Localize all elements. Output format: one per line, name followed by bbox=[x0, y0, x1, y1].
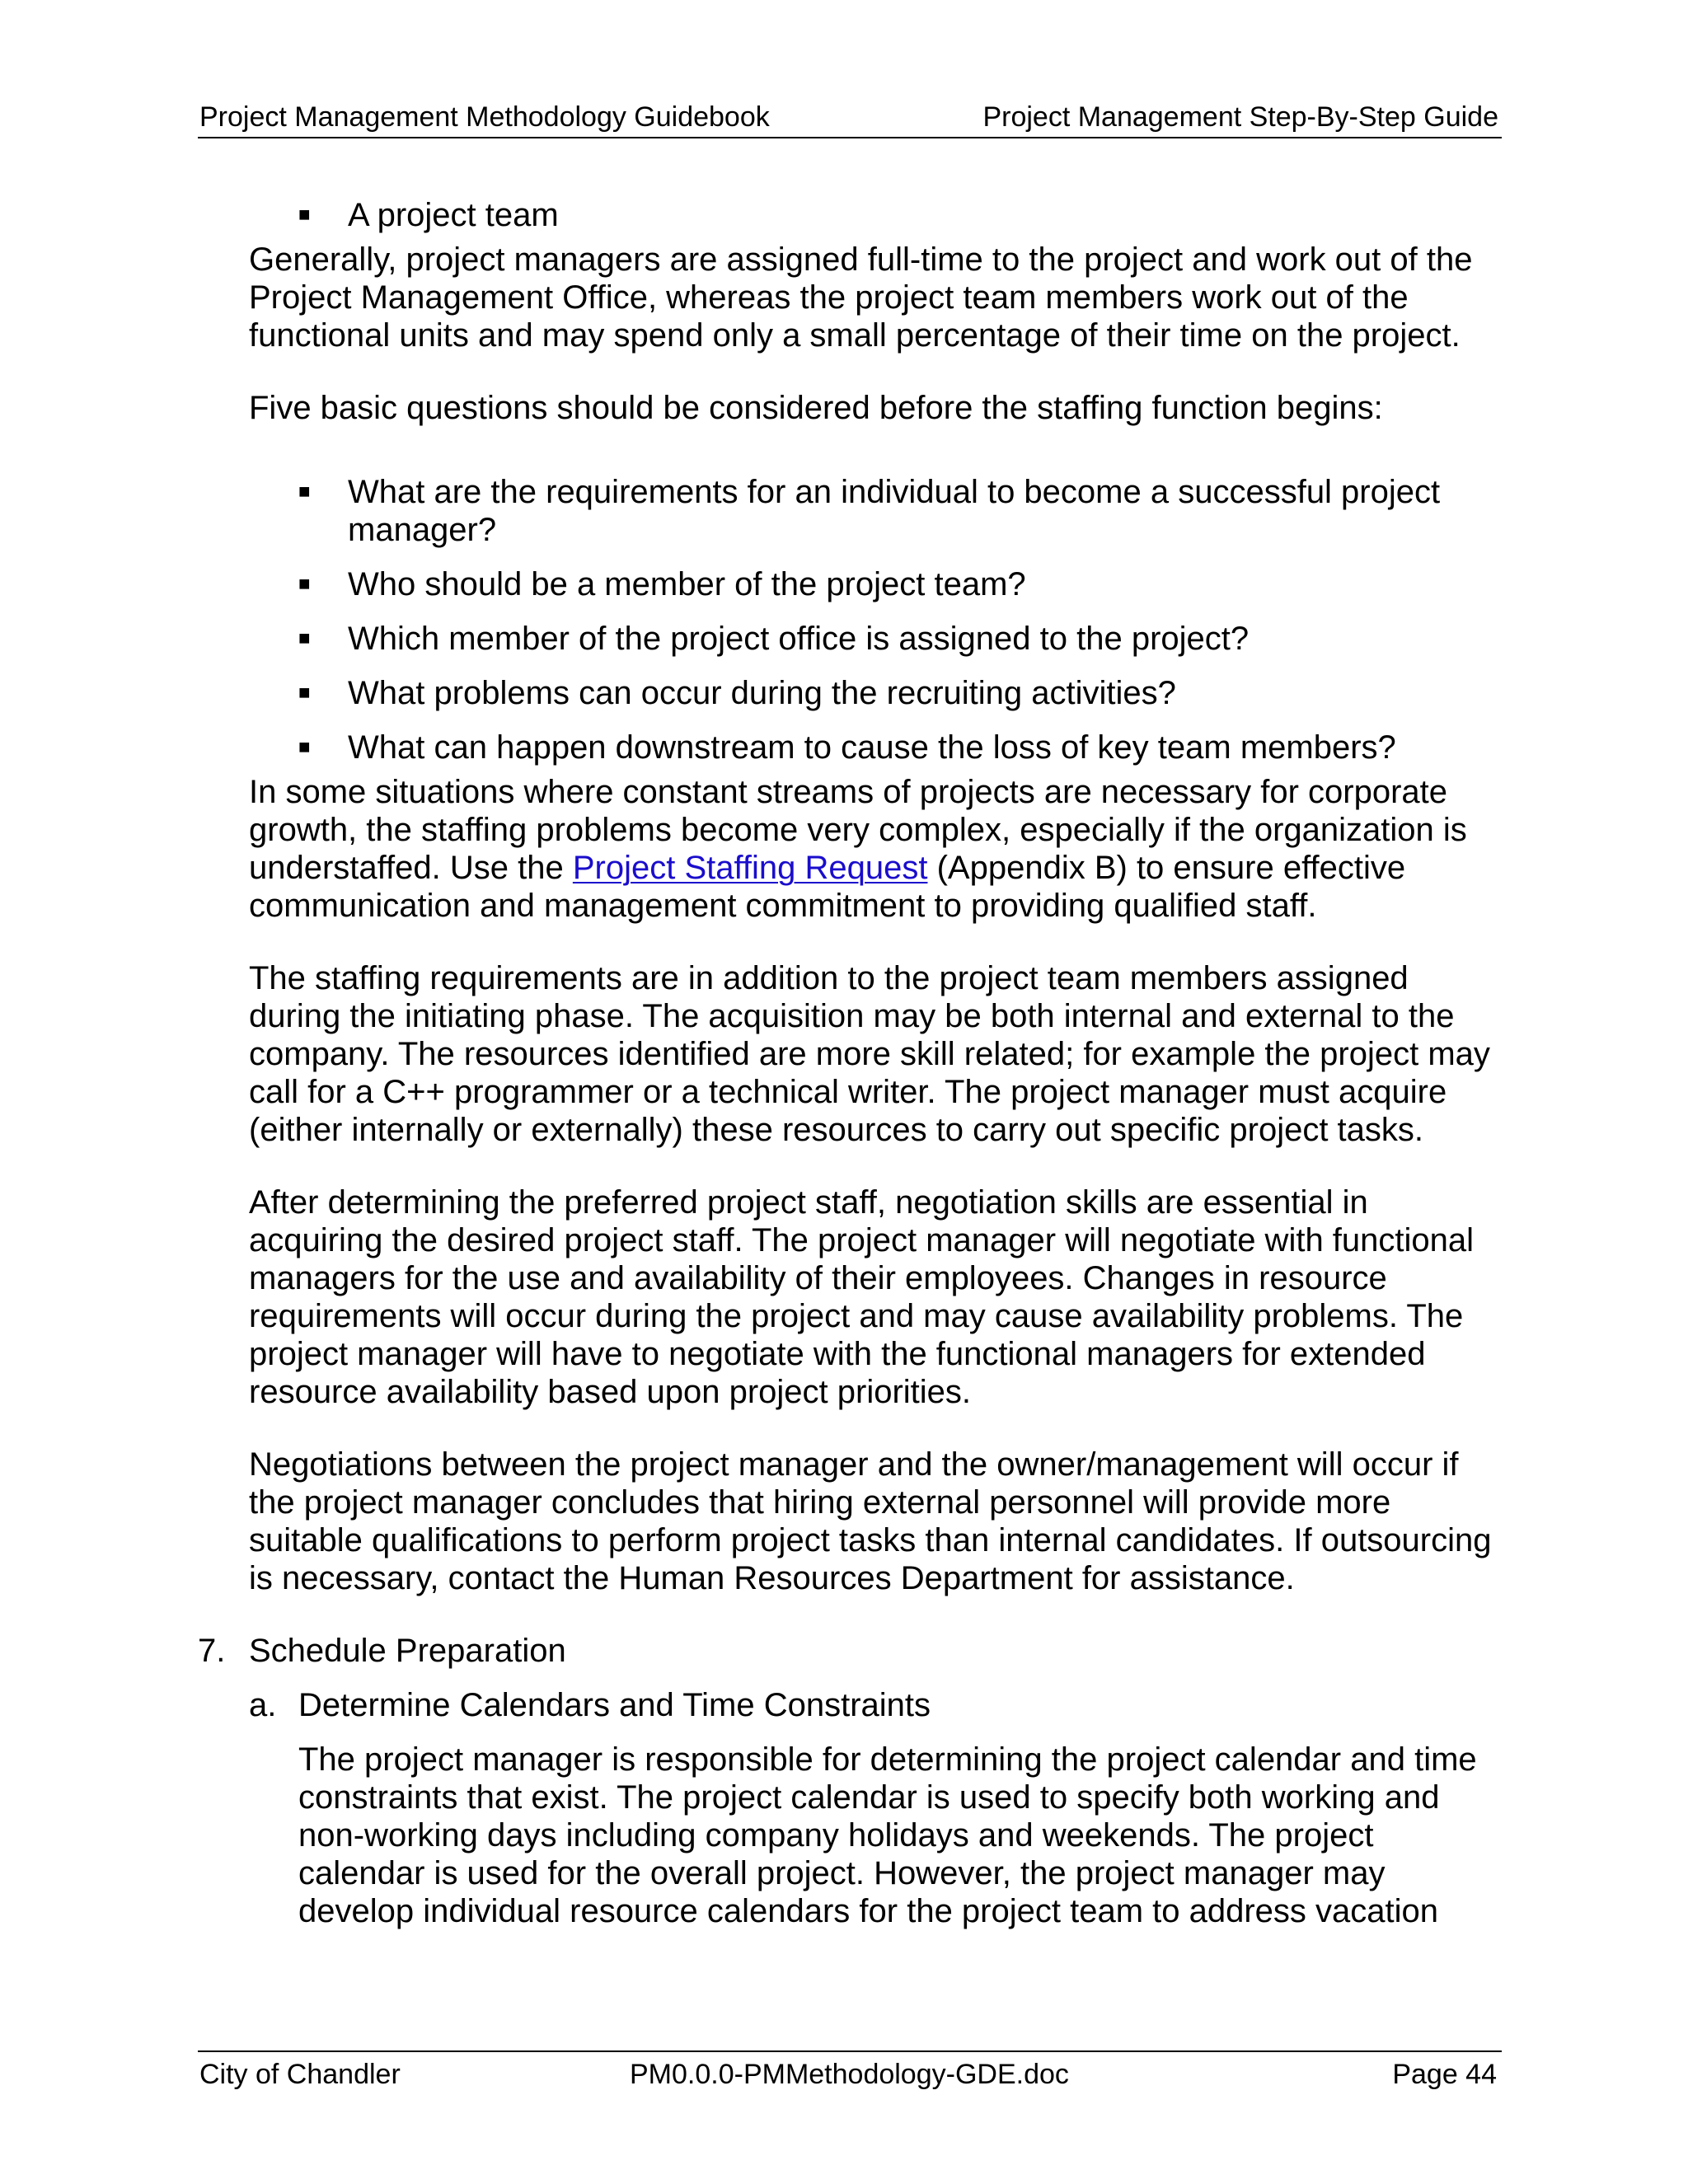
list-item bbox=[298, 674, 1506, 712]
list-item bbox=[298, 196, 1506, 234]
subsection-heading bbox=[249, 1686, 1517, 1724]
footer-filename: PM0.0.0-PMMethodology-GDE.doc bbox=[630, 2059, 1069, 2090]
paragraph-staffing-requirements: The staffing requirements are in addition to the project team members assigned during the initiating phase. The acquisition may be both internal and external to the company. The resources identified are more skill related; for example the project may call for a C++ programmer or a technical writer. The project manager must acquire (either internally or externally) these resources to carry out specific project tasks. bbox=[249, 960, 1490, 1148]
list-item-text: Who should be a member of the project team? bbox=[348, 566, 1026, 602]
list-item-text: What are the requirements for an individual to become a successful project manager? bbox=[348, 474, 1441, 548]
header-document-title: Project Management Methodology Guidebook bbox=[199, 101, 770, 133]
list-item bbox=[298, 473, 1506, 549]
questions-list bbox=[198, 473, 1517, 766]
list-item bbox=[298, 565, 1506, 603]
page-footer bbox=[198, 2050, 1502, 2092]
page-body bbox=[198, 196, 1517, 1963]
square-bullet-icon: ■ bbox=[298, 736, 311, 758]
square-bullet-icon: ■ bbox=[298, 682, 311, 704]
section-number: 7. bbox=[198, 1633, 226, 1669]
page-header bbox=[198, 97, 1502, 138]
list-item bbox=[298, 729, 1506, 766]
paragraph-negotiation-skills: After determining the preferred project staff, negotiation skills are essential in acquiring the desired project staff. The project manager will negotiate with functional managers for the use and availability of their employees. Changes in resource requirements will occur during the project and may cause availability problems. The project manager will have to negotiate with the functional managers for extended resource availability based upon project priorities. bbox=[249, 1184, 1475, 1410]
project-staffing-request-link[interactable]: Project Staffing Request bbox=[572, 850, 928, 886]
section-heading bbox=[198, 1632, 1517, 1670]
paragraph-project-calendar: The project manager is responsible for determining the project calendar and time constraints that exist. The project calendar is used to specify both working and non-working days including company holidays and weekends. The project calendar is used for the overall project. However, the project manager may develop individual resource calendars for the project team to address vacation bbox=[298, 1741, 1477, 1929]
subsection-title: Determine Calendars and Time Constraints bbox=[298, 1687, 931, 1723]
paragraph-questions-intro: Five basic questions should be considered before the staffing function begins: bbox=[249, 390, 1383, 426]
paragraph-staffing-situations bbox=[249, 773, 1506, 925]
paragraph-outsourcing: Negotiations between the project manager and the owner/management will occur if the project manager concludes that hiring external personnel will provide more suitable qualifications to perform project tasks than internal candidates. If outsourcing is necessary, contact the Human Resources Department for assistance. bbox=[249, 1446, 1492, 1596]
list-item-text: Which member of the project office is assigned to the project? bbox=[348, 621, 1250, 657]
list-item-text: A project team bbox=[348, 197, 559, 233]
header-section-title: Project Management Step-By-Step Guide bbox=[982, 101, 1498, 133]
subsection-letter: a. bbox=[249, 1687, 277, 1723]
team-bullet-list bbox=[198, 196, 1517, 234]
square-bullet-icon: ■ bbox=[298, 627, 311, 649]
square-bullet-icon: ■ bbox=[298, 480, 311, 503]
paragraph-assignment: Generally, project managers are assigned full-time to the project and work out of the Project Management Office, whereas the project team members work out of the functional units and may spend only a small percentage of their time on the project. bbox=[249, 241, 1473, 354]
paragraph-text: In some situations where constant streams of projects are necessary for corporate growth, the staffing problems become very complex, especially if the organization is understaffed. Use the bbox=[249, 774, 1467, 886]
square-bullet-icon: ■ bbox=[298, 204, 311, 226]
footer-page-number: Page 44 bbox=[1392, 2059, 1497, 2090]
footer-organization: City of Chandler bbox=[199, 2059, 401, 2090]
paragraph-text: (Appendix B) to ensure effective communication and management commitment to providing qualified staff. bbox=[249, 850, 1406, 924]
section-title: Schedule Preparation bbox=[249, 1633, 566, 1669]
square-bullet-icon: ■ bbox=[298, 573, 311, 595]
list-item-text: What problems can occur during the recruiting activities? bbox=[348, 675, 1176, 711]
list-item-text: What can happen downstream to cause the loss of key team members? bbox=[348, 729, 1396, 766]
list-item bbox=[298, 620, 1506, 658]
